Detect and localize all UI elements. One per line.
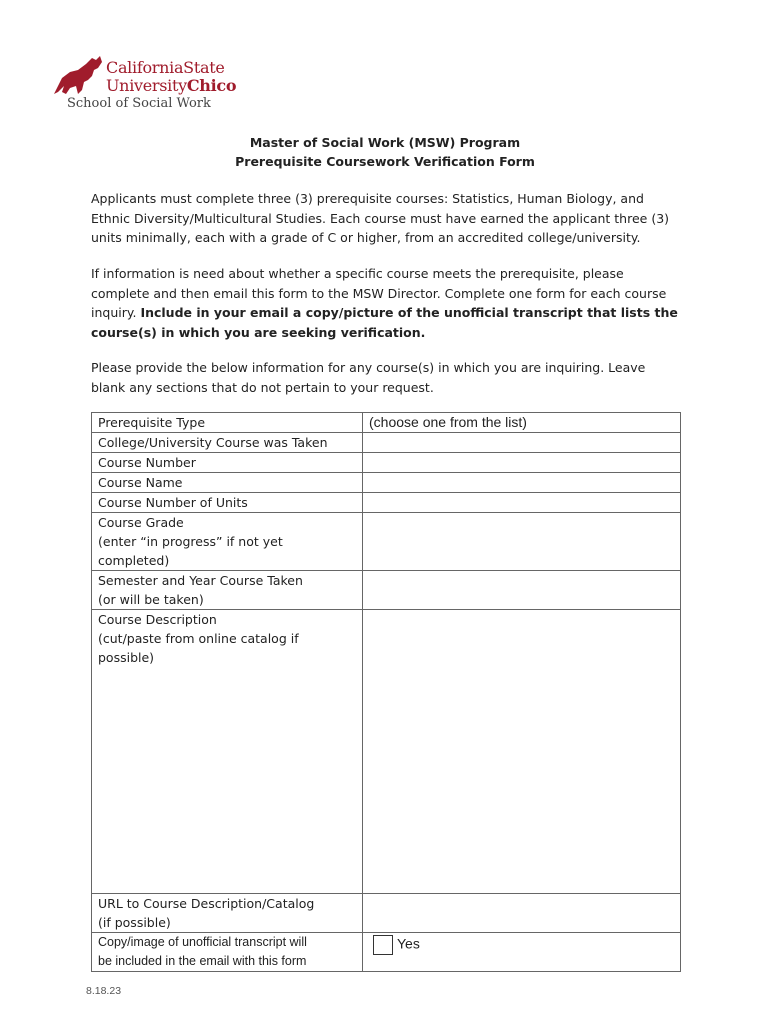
course-verification-table (91, 412, 681, 972)
university-name-line2 (106, 76, 236, 95)
semester-label-cell (92, 571, 363, 610)
course-name-label: Course Name (92, 473, 363, 493)
course-number-label: Course Number (92, 453, 363, 473)
transcript-label-line2: be included in the email with this form (98, 954, 307, 968)
transcript-label-line1: Copy/image of unofficial transcript will (98, 935, 307, 949)
table-row (92, 571, 681, 610)
grade-label: Course Grade (98, 515, 184, 530)
description-label: Course Description (98, 612, 217, 627)
units-label: Course Number of Units (92, 493, 363, 513)
wildcat-logo-icon (48, 54, 106, 100)
table-row (92, 493, 681, 513)
description-field[interactable] (363, 610, 681, 894)
grade-field[interactable] (363, 513, 681, 571)
university-name-chico: Chico (186, 76, 237, 95)
school-name: School of Social Work (67, 96, 211, 111)
url-hint: (if possible) (98, 915, 171, 930)
table-row (92, 933, 681, 972)
table-row (92, 513, 681, 571)
grade-label-cell (92, 513, 363, 571)
transcript-label-cell (92, 933, 363, 972)
grade-hint: (enter “in progress” if not yet completed) (98, 534, 283, 568)
table-row (92, 413, 681, 433)
requirements-paragraph: Applicants must complete three (3) prerequisite courses: Statistics, Human Biology, and Ethnic Diversity/Multicultural Studies. Each course must have earned the applicant three (3) units minimally, each with a grade of C or higher, from an accredited college/university. (91, 191, 670, 245)
university-name-word: University (106, 76, 187, 95)
semester-label: Semester and Year Course Taken (98, 573, 303, 588)
table-row (92, 453, 681, 473)
prerequisite-type-label: Prerequisite Type (92, 413, 363, 433)
course-number-field[interactable] (363, 453, 681, 473)
semester-field[interactable] (363, 571, 681, 610)
course-name-field[interactable] (363, 473, 681, 493)
prerequisite-type-select[interactable] (363, 413, 681, 433)
college-field[interactable] (363, 433, 681, 453)
transcript-checkbox-label: Yes (397, 935, 420, 952)
url-label: URL to Course Description/Catalog (98, 896, 315, 911)
table-row (92, 610, 681, 894)
description-label-cell (92, 610, 363, 894)
semester-hint: (or will be taken) (98, 592, 204, 607)
instructions-paragraph: Please provide the below information for any course(s) in which you are inquiring. Leave blank any sections that do not pertain to your request. (91, 360, 646, 395)
university-name-line1: CaliforniaState (106, 58, 225, 77)
prerequisite-type-value: (choose one from the list) (369, 414, 527, 430)
transcript-checkbox-cell (363, 933, 681, 972)
inquiry-paragraph (91, 264, 681, 342)
form-subtitle: Prerequisite Coursework Verification Form (235, 154, 535, 169)
inquiry-text: If information is need about whether a specific course meets the prerequisite, please complete and then email this form to the MSW Director. Complete one form for each course inquiry. (91, 266, 667, 320)
form-version: 8.18.23 (86, 985, 122, 997)
units-field[interactable] (363, 493, 681, 513)
form-title: Master of Social Work (MSW) Program (249, 135, 521, 150)
description-hint: (cut/paste from online catalog if possible) (98, 631, 299, 665)
url-label-cell (92, 894, 363, 933)
inquiry-bold-text: Include in your email a copy/picture of the unofficial transcript that lists the course(s) in which you are seeking verification. (91, 305, 678, 340)
college-label: College/University Course was Taken (92, 433, 363, 453)
table-row (92, 473, 681, 493)
transcript-checkbox[interactable] (373, 935, 393, 955)
table-row (92, 894, 681, 933)
table-row (92, 433, 681, 453)
url-field[interactable] (363, 894, 681, 933)
